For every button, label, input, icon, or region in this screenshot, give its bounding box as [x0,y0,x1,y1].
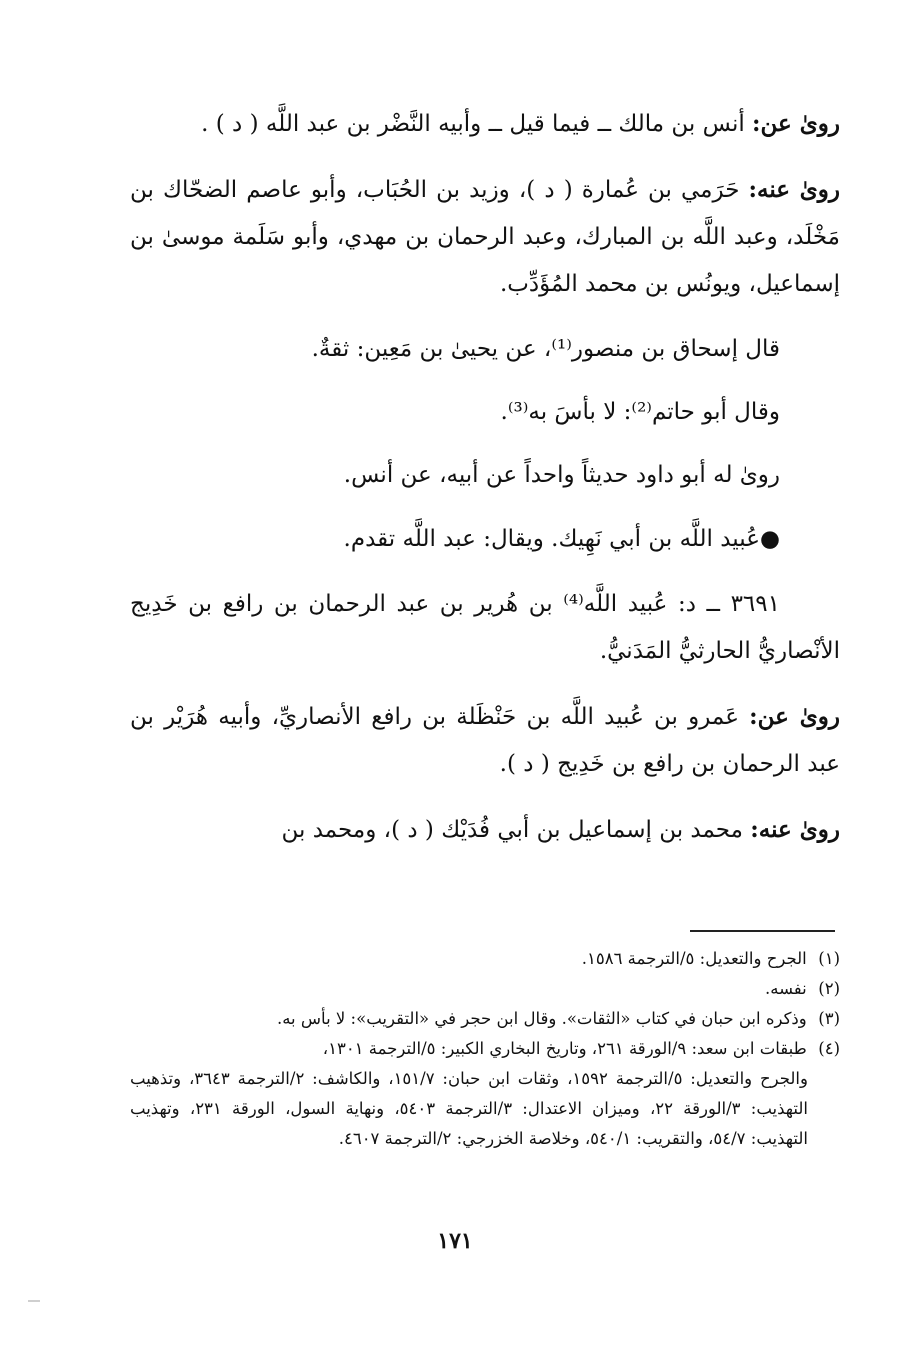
footnote-number: (٣) [818,1009,840,1028]
scan-mark [28,1300,40,1302]
footnote-text: وذكره ابن حبان في كتاب «الثقات». وقال ابن حجر في «التقريب»: لا بأس به. [276,1009,807,1028]
footnote-separator [690,930,835,932]
footnote-text: طبقات ابن سعد: ٩/الورقة ٢٦١، وتاريخ البخاري الكبير: ٥/الترجمة ١٣٠١، [322,1039,807,1058]
footnote-4 [130,1034,840,1064]
footnote-text: الجرح والتعديل: ٥/الترجمة ١٥٨٦. [581,949,807,968]
paragraph-text: حَرَمي بن عُمارة ( د )، وزيد بن الحُبَاب، وأبو عاصم الضحّاك بن مَخْلَد، وعبد اللَّه بن المبارك، وعبد الرحمان بن مهدي، وأبو سَلَمة موسیٰ بن إسماعيل، ويونُس بن محمد المُؤَدِّب. [130,177,840,297]
paragraph-text: عَمرو بن عُبيد اللَّه بن حَنْظَلة بن رافع الأنصاريِّ، وأبيه هُرَيْر بن عبد الرحمان بن رافع بن خَدِيج ( د ). [130,704,840,777]
footnote-number: (١) [818,949,840,968]
footnote-number: (٢) [818,979,840,998]
paragraph-rawa-anhu-2 [130,806,840,854]
paragraph-text: أنس بن مالك ــ فيما قيل ــ وأبيه النَّضْر بن عبد اللَّه ( د ) . [201,111,753,137]
paragraph-cross-reference [130,515,840,563]
paragraph-text: محمد بن إسماعيل بن أبي فُدَيْك ( د )، ومحمد بن [281,817,751,843]
paragraph-rawa-anhu [130,166,840,308]
paragraph-abu-dawud: رویٰ له أبو داود حديثاً واحداً عن أبيه، عن أنس. [343,462,780,488]
main-text [130,100,840,872]
paragraph-lead: رویٰ عنه: [750,816,840,843]
bullet-icon: ● [759,525,780,552]
footnote-1 [130,944,840,974]
page-number: ١٧١ [437,1228,473,1254]
paragraph-ibn-maeen: قال إسحاق بن منصور⁽¹⁾، عن يحيیٰ بن مَعِين: ثقةٌ. [311,336,780,362]
paragraph-lead: رویٰ عن: [752,110,840,137]
paragraph-rawa-an-2 [130,693,840,788]
paragraph-lead: رویٰ عن: [749,703,840,730]
paragraph-abu-hatim: وقال أبو حاتم⁽²⁾: لا بأسَ به⁽³⁾. [500,399,780,425]
footnote-text: نفسه. [765,979,807,998]
paragraph-text: عُبيد اللَّه بن أبي نَهِيك. ويقال: عبد اللَّه تقدم. [343,526,760,552]
paragraph-rawa-an [130,100,840,148]
footnote-3 [130,1004,840,1034]
footnote-2 [130,974,840,1004]
paragraph-entry-3691: ٣٦٩١ ــ د: عُبيد اللَّه⁽⁴⁾ بن هُرير بن عبد الرحمان بن رافع بن خَدِيج الأنْصاريُّ الحارثيُّ المَدَنيُّ. [130,591,840,664]
paragraph-lead: رویٰ عنه: [748,176,840,203]
footnote-4-continuation: والجرح والتعديل: ٥/الترجمة ١٥٩٢، وثقات ابن حبان: ١٥١/٧، والكاشف: ٢/الترجمة ٣٦٤٣، وتذهيب التهذيب: ٣/الورقة ٢٢، وميزان الاعتدال: ٣/الترجمة ٥٤٠٣، ونهاية السول، الورقة ٢٣١، وتهذيب التهذيب: ٥٤/٧، والتقريب: ٥٤٠/١، وخلاصة الخزرجي: ٢/الترجمة ٤٦٠٧. [130,1069,808,1148]
footnotes [130,944,840,1154]
footnote-number: (٤) [818,1039,840,1058]
